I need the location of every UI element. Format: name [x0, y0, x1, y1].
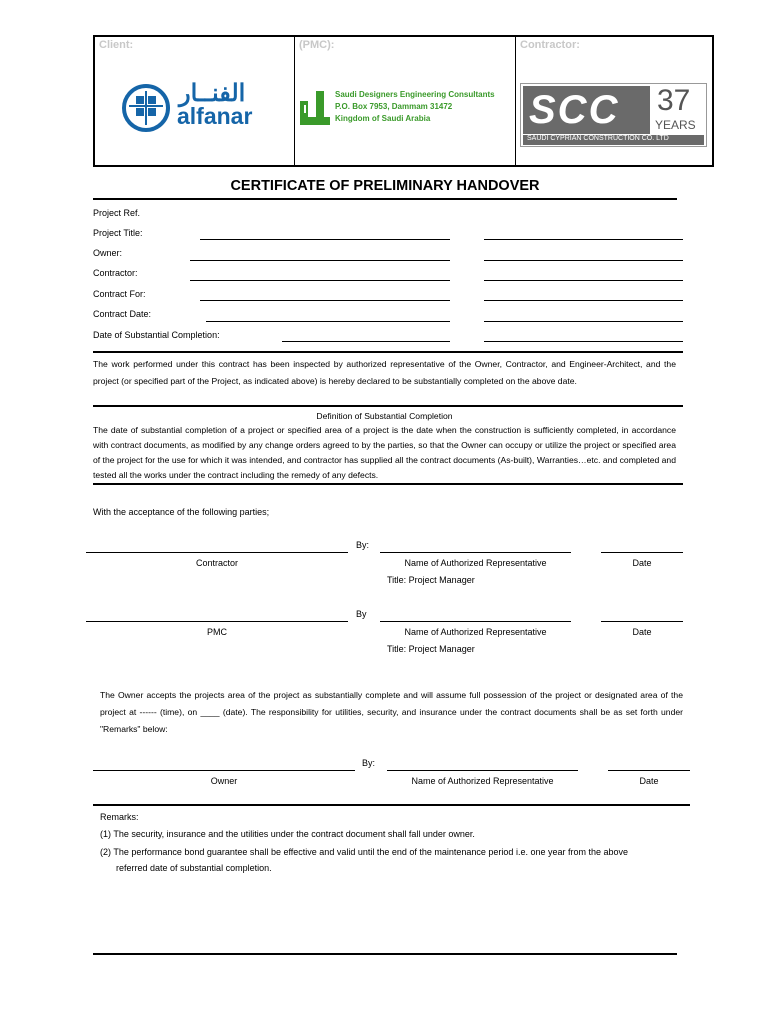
owner-line[interactable]: [190, 260, 450, 261]
contractor-cell: [516, 37, 712, 165]
owner-line-alt[interactable]: [484, 260, 683, 261]
pmc-title-label: Title: Project Manager: [387, 644, 475, 654]
pmc-rep-label: Name of Authorized Representative: [404, 627, 547, 637]
contractor-title-label: Title: Project Manager: [387, 575, 475, 585]
scc-years-word: YEARS: [655, 118, 696, 132]
client-logo-arabic: الفنــار: [179, 80, 246, 107]
contract-for-line[interactable]: [200, 300, 450, 301]
contract-date-label: Contract Date:: [93, 309, 152, 319]
contractor-party-label: Contractor: [195, 558, 239, 568]
alfanar-globe-icon: [121, 83, 171, 133]
scc-name-bar: [523, 135, 704, 145]
remarks-item-2-line2: referred date of substantial completion.: [116, 863, 272, 873]
pmc-cell: [295, 37, 516, 165]
pmc-rep-line[interactable]: [380, 621, 571, 622]
title-rule: [93, 198, 677, 200]
remarks-item-1: (1) The security, insurance and the utilities under the contract document shall fall under owner.: [100, 829, 475, 839]
contractor-rep-label: Name of Authorized Representative: [404, 558, 547, 568]
contractor-caption: Contractor:: [520, 39, 580, 51]
contract-date-line[interactable]: [206, 321, 450, 322]
acceptance-intro: With the acceptance of the following parties;: [93, 507, 270, 517]
pmc-date-label: Date: [632, 627, 652, 637]
scc-name: SAUDI CYPRIAN CONSTRUCTION CO. LTD: [527, 135, 669, 142]
remarks-top-rule: [93, 804, 690, 806]
contractor-date-label: Date: [632, 558, 652, 568]
owner-rep-label: Name of Authorized Representative: [411, 776, 554, 786]
scc-logo-block: [523, 86, 650, 134]
contractor-signature-line[interactable]: [86, 552, 348, 553]
footer-rule: [93, 953, 677, 955]
owner-signature-line[interactable]: [93, 770, 355, 771]
contract-for-label: Contract For:: [93, 289, 146, 299]
contractor-label: Contractor:: [93, 268, 138, 278]
contractor-line[interactable]: [190, 280, 450, 281]
pmc-line1: Saudi Designers Engineering Consultants: [335, 90, 495, 99]
client-cell: [95, 37, 295, 165]
declaration-bottom-rule: [93, 405, 683, 407]
scc-years-number: 37: [657, 84, 691, 117]
client-caption: Client:: [99, 39, 134, 51]
owner-by-label: By:: [362, 758, 376, 768]
owner-label: Owner:: [93, 248, 123, 258]
document-title: CERTIFICATE OF PRELIMINARY HANDOVER: [230, 178, 540, 194]
completion-date-line-alt[interactable]: [484, 341, 683, 342]
client-logo-text: alfanar: [177, 103, 253, 129]
project-ref-label: Project Ref.: [93, 208, 141, 218]
owner-party-label: Owner: [210, 776, 238, 786]
scc-logo-text: SCC: [529, 88, 620, 132]
pmc-party-label: PMC: [207, 627, 227, 637]
pmc-line2: P.O. Box 7953, Dammam 31472: [335, 102, 453, 111]
definition-bottom-rule: [93, 483, 683, 485]
contractor-rep-line[interactable]: [380, 552, 571, 553]
pmc-signature-line[interactable]: [86, 621, 348, 622]
sdec-logo-icon: [298, 87, 332, 127]
project-title-line[interactable]: [200, 239, 450, 240]
pmc-caption: (PMC):: [299, 39, 335, 51]
contractor-date-line[interactable]: [601, 552, 683, 553]
contractor-line-alt[interactable]: [484, 280, 683, 281]
scc-logo: [520, 83, 707, 147]
header-box: [93, 35, 714, 167]
project-title-label: Project Title:: [93, 228, 143, 238]
declaration-text: The work performed under this contract has been inspected by authorized representative of the Owner, Contractor, and Engineer-Architect, and the project (or specified part of the Project, as indicated above) is hereby declared to be substantially completed on the above date.: [93, 359, 676, 386]
owner-rep-line[interactable]: [387, 770, 578, 771]
contract-date-line-alt[interactable]: [484, 321, 683, 322]
definition-text: The date of substantial completion of a project or specified area of a project is the date when the construction is sufficiently completed, in accordance with contract documents, as modified by any change orders agreed to by the parties, so that the Owner can occupy or utilize the project or specified area of the project for the use for which it was intended, and contractor has supplied all the contract documents (As-built), Warranties…etc. and completed and tested all the works under the contract including the remedy of any defects.: [93, 425, 676, 480]
owner-acceptance-text: The Owner accepts the projects area of the project as substantially complete and will assume full possession of the project or designated area of the project at ------ (time), on ____ (date). The responsibility for utilities, security, and insurance under the contract documents shall be as set forth under "Remarks" below:: [100, 690, 683, 734]
remarks-heading: Remarks:: [100, 812, 139, 822]
contractor-by-label: By:: [356, 540, 370, 550]
owner-date-line[interactable]: [608, 770, 690, 771]
pmc-line3: Kingdom of Saudi Arabia: [335, 114, 431, 123]
owner-date-label: Date: [639, 776, 659, 786]
pmc-by-label: By: [356, 609, 367, 619]
remarks-item-2-line1: (2) The performance bond guarantee shall be effective and valid until the end of the maintenance period i.e. one year from the above: [100, 847, 629, 857]
declaration-top-rule: [93, 351, 683, 353]
project-title-line-alt[interactable]: [484, 239, 683, 240]
completion-date-label: Date of Substantial Completion:: [93, 330, 220, 340]
definition-heading: Definition of Substantial Completion: [316, 411, 453, 421]
completion-date-line[interactable]: [282, 341, 450, 342]
pmc-date-line[interactable]: [601, 621, 683, 622]
contract-for-line-alt[interactable]: [484, 300, 683, 301]
